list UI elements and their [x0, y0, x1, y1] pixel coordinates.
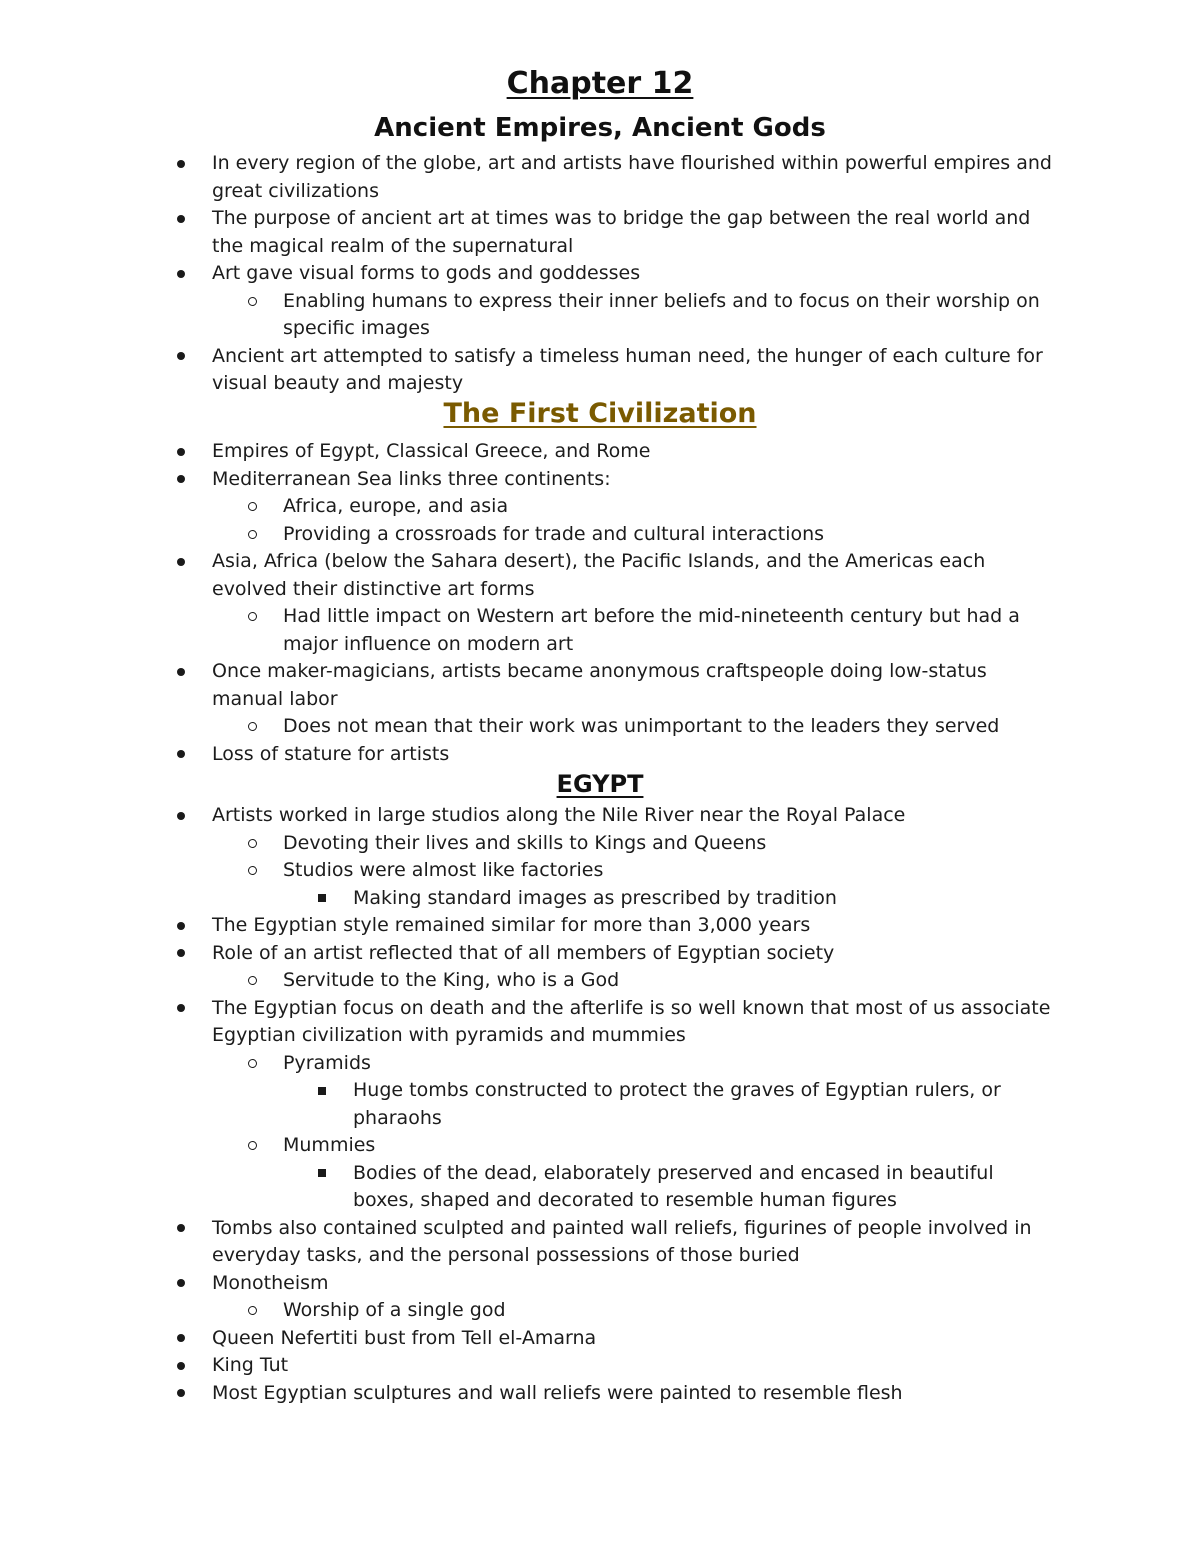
- list-item: [0, 940, 1200, 968]
- list-item: [0, 1077, 1200, 1132]
- bullet-square-icon: [318, 885, 326, 913]
- first-civilization-list: [0, 438, 1200, 768]
- list-item-text: King Tut: [212, 1354, 289, 1376]
- list-item-text: Role of an artist reflected that of all members of Egyptian society: [212, 941, 835, 964]
- list-item: [0, 548, 1200, 603]
- list-item: [0, 205, 1200, 260]
- list-item-text: Enabling humans to express their inner beliefs and to focus on their worship on specific images: [283, 289, 1040, 339]
- bullet-square-icon: [318, 1077, 326, 1105]
- bullet-disc-icon: [177, 1215, 185, 1243]
- list-item: [0, 288, 1200, 343]
- bullet-disc-icon: [177, 995, 185, 1023]
- bullet-disc-icon: [177, 1325, 185, 1353]
- list-item-text: In every region of the globe, art and artists have flourished within powerful empires and great civilizations: [212, 152, 1052, 202]
- list-item: [0, 343, 1200, 398]
- list-item-text: Making standard images as prescribed by tradition: [353, 886, 837, 909]
- list-item: [0, 802, 1200, 830]
- bullet-circle-icon: [248, 288, 257, 316]
- list-item-text: Worship of a single god: [283, 1299, 506, 1321]
- bullet-circle-icon: [248, 1132, 257, 1160]
- bullet-disc-icon: [177, 802, 185, 830]
- list-item-text: Devoting their lives and skills to Kings and Queens: [283, 831, 767, 854]
- list-item-text: The purpose of ancient art at times was to bridge the gap between the real world and the magical realm of the supernatural: [212, 207, 1031, 257]
- list-item-text: Most Egyptian sculptures and wall reliefs were painted to resemble flesh: [212, 1381, 903, 1404]
- list-item: [0, 1050, 1200, 1078]
- bullet-disc-icon: [177, 1380, 185, 1408]
- list-item: [0, 1215, 1200, 1270]
- list-item: [0, 857, 1200, 885]
- list-item-text: Bodies of the dead, elaborately preserved and encased in beautiful boxes, shaped and decorated to resemble human figures: [353, 1161, 994, 1211]
- chapter-subtitle: Ancient Empires, Ancient Gods: [374, 113, 826, 143]
- list-item-text: Africa, europe, and asia: [283, 495, 509, 517]
- bullet-disc-icon: [177, 548, 185, 576]
- egypt-list: [0, 802, 1200, 1407]
- bullet-disc-icon: [177, 1352, 185, 1380]
- list-item: [0, 260, 1200, 288]
- list-item: [0, 493, 1200, 521]
- bullet-disc-icon: [177, 741, 185, 769]
- bullet-circle-icon: [248, 713, 257, 741]
- list-item-text: Once maker-magicians, artists became anonymous craftspeople doing low-status manual labor: [212, 660, 987, 710]
- list-item-text: Mediterranean Sea links three continents:: [212, 467, 611, 490]
- bullet-circle-icon: [248, 493, 257, 521]
- list-item: [0, 658, 1200, 713]
- list-item-text: Huge tombs constructed to protect the graves of Egyptian rulers, or pharaohs: [353, 1079, 1001, 1129]
- bullet-circle-icon: [248, 603, 257, 631]
- list-item-text: Empires of Egypt, Classical Greece, and Rome: [212, 440, 651, 462]
- list-item-text: Mummies: [283, 1134, 376, 1156]
- list-item-text: Pyramids: [283, 1051, 371, 1074]
- list-item-text: Had little impact on Western art before the mid-nineteenth century but had a major influence on modern art: [283, 605, 1020, 655]
- bullet-disc-icon: [177, 205, 185, 233]
- list-item-text: Studios were almost like factories: [283, 859, 604, 881]
- list-item: [0, 1160, 1200, 1215]
- bullet-square-icon: [318, 1160, 326, 1188]
- bullet-disc-icon: [177, 912, 185, 940]
- list-item-text: Providing a crossroads for trade and cultural interactions: [283, 522, 825, 545]
- bullet-circle-icon: [248, 1297, 257, 1325]
- list-item-text: Tombs also contained sculpted and painted wall reliefs, figurines of people involved in everyday tasks, and the personal possessions of those buried: [212, 1216, 1032, 1266]
- list-item: [0, 967, 1200, 995]
- bullet-disc-icon: [177, 658, 185, 686]
- list-item-text: The Egyptian style remained similar for more than 3,000 years: [212, 914, 811, 936]
- list-item-text: Art gave visual forms to gods and goddesses: [212, 262, 641, 284]
- list-item: [0, 466, 1200, 494]
- intro-list: [0, 150, 1200, 398]
- bullet-circle-icon: [248, 967, 257, 995]
- list-item: [0, 713, 1200, 741]
- list-item: [0, 885, 1200, 913]
- list-item: [0, 1380, 1200, 1408]
- list-item: [0, 1325, 1200, 1353]
- list-item: [0, 1352, 1200, 1380]
- bullet-circle-icon: [248, 830, 257, 858]
- bullet-circle-icon: [248, 1050, 257, 1078]
- list-item-text: Ancient art attempted to satisfy a timeless human need, the hunger of each culture for visual beauty and majesty: [212, 344, 1043, 394]
- bullet-disc-icon: [177, 940, 185, 968]
- list-item: [0, 521, 1200, 549]
- list-item: [0, 150, 1200, 205]
- chapter-title: Chapter 12: [506, 66, 694, 101]
- list-item: [0, 1270, 1200, 1298]
- bullet-disc-icon: [177, 438, 185, 466]
- list-item: [0, 438, 1200, 466]
- section-heading-egypt: EGYPT: [556, 770, 644, 798]
- bullet-disc-icon: [177, 1270, 185, 1298]
- list-item: [0, 830, 1200, 858]
- list-item: [0, 995, 1200, 1050]
- list-item-text: Artists worked in large studios along the Nile River near the Royal Palace: [212, 804, 906, 826]
- section-heading-first-civilization: The First Civilization: [443, 398, 757, 429]
- list-item: [0, 912, 1200, 940]
- list-item: [0, 603, 1200, 658]
- list-item-text: Queen Nefertiti bust from Tell el-Amarna: [212, 1326, 597, 1349]
- list-item: [0, 1132, 1200, 1160]
- list-item-text: The Egyptian focus on death and the afterlife is so well known that most of us associate Egyptian civilization with pyramids and mummies: [212, 996, 1051, 1046]
- list-item-text: Monotheism: [212, 1271, 329, 1294]
- list-item: [0, 741, 1200, 769]
- bullet-circle-icon: [248, 521, 257, 549]
- list-item-text: Servitude to the King, who is a God: [283, 969, 620, 991]
- list-item-text: Asia, Africa (below the Sahara desert), the Pacific Islands, and the Americas each evolved their distinctive art forms: [212, 550, 986, 600]
- list-item: [0, 1297, 1200, 1325]
- list-item-text: Loss of stature for artists: [212, 742, 450, 765]
- list-item-text: Does not mean that their work was unimportant to the leaders they served: [283, 715, 1000, 737]
- bullet-disc-icon: [177, 150, 185, 178]
- bullet-disc-icon: [177, 343, 185, 371]
- bullet-circle-icon: [248, 857, 257, 885]
- bullet-disc-icon: [177, 260, 185, 288]
- bullet-disc-icon: [177, 466, 185, 494]
